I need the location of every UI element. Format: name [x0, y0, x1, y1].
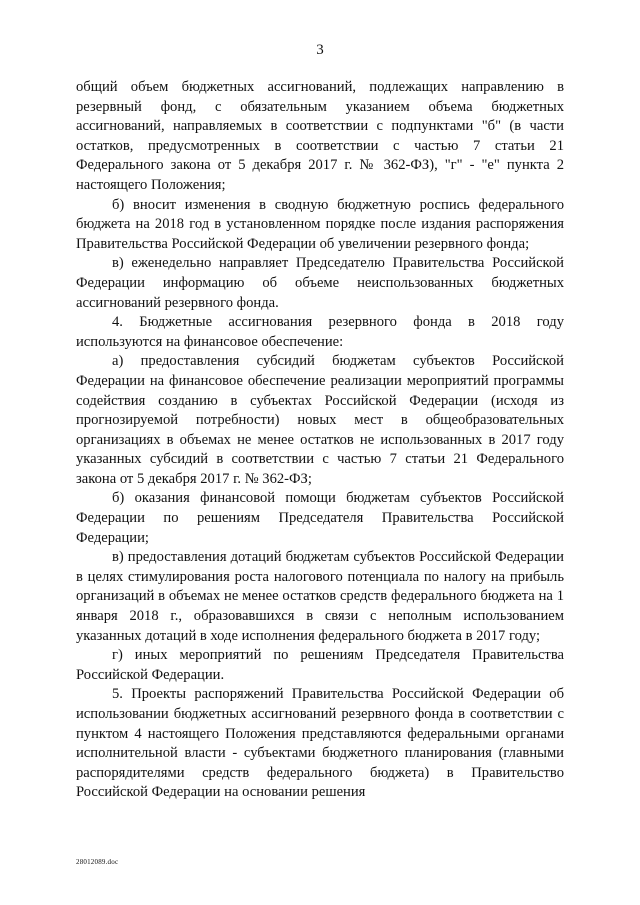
- paragraph-4a-subsidies: а) предоставления субсидий бюджетам субъектов Российской Федерации на финансовое обеспечение реализации мероприятий программы содействия созданию в субъектах Российской Федерации (исходя из прогнозируемой потребности) новых мест в общеобразовательных организациях в объемах не менее остатков не использованных в 2017 году указанных субсидий в соответствии с частью 7 статьи 21 Федерального закона от 5 декабря 2017 г. № 362-ФЗ;: [76, 353, 564, 487]
- paragraph-4-fund-use: 4. Бюджетные ассигнования резервного фонда в 2018 году используются на финансовое обеспечение:: [76, 314, 564, 350]
- paragraph-v-weekly-report: в) еженедельно направляет Председателю Правительства Российской Федерации информацию об объеме неиспользованных бюджетных ассигнований резервного фонда.: [76, 255, 564, 311]
- paragraph-4g-other-measures: г) иных мероприятий по решениям Председателя Правительства Российской Федерации.: [76, 647, 564, 683]
- paragraph-continuation: общий объем бюджетных ассигнований, подлежащих направлению в резервный фонд, с обязательным указанием объема бюджетных ассигнований, направляемых в соответствии с подпунктами "б" (в части остатков, предусмотренных в соответствии с частью 7 статьи 21 Федерального закона от 5 декабря 2017 г. № 362-ФЗ), "г" - "е" пункта 2 настоящего Положения;: [76, 79, 564, 193]
- document-body: [76, 78, 564, 803]
- paragraph-4b-financial-aid: б) оказания финансовой помощи бюджетам субъектов Российской Федерации по решениям Председателя Правительства Российской Федерации;: [76, 490, 564, 546]
- paragraph-b-budget-changes: б) вносит изменения в сводную бюджетную роспись федерального бюджета на 2018 год в установленном порядке после издания распоряжения Правительства Российской Федерации об увеличении резервного фонда;: [76, 196, 564, 252]
- paragraph-4v-subsidies-tax: в) предоставления дотаций бюджетам субъектов Российской Федерации в целях стимулирования роста налогового потенциала по налогу на прибыль организаций в объемах не менее остатков средств федерального бюджета на 1 января 2018 г., образовавшихся в связи с неполным использованием указанных дотаций в ходе исполнения федерального бюджета в 2017 году;: [76, 549, 564, 644]
- page-number: 3: [316, 42, 324, 58]
- document-code-footer: 28012089.doc: [76, 858, 119, 866]
- paragraph-5-draft-orders: 5. Проекты распоряжений Правительства Российской Федерации об использовании бюджетных ассигнований резервного фонда в соответствии с пунктом 4 настоящего Положения представляются федеральными органами исполнительной власти - субъектами бюджетного планирования (главными распорядителями средств федерального бюджета) в Правительство Российской Федерации на основании решения: [76, 686, 564, 801]
